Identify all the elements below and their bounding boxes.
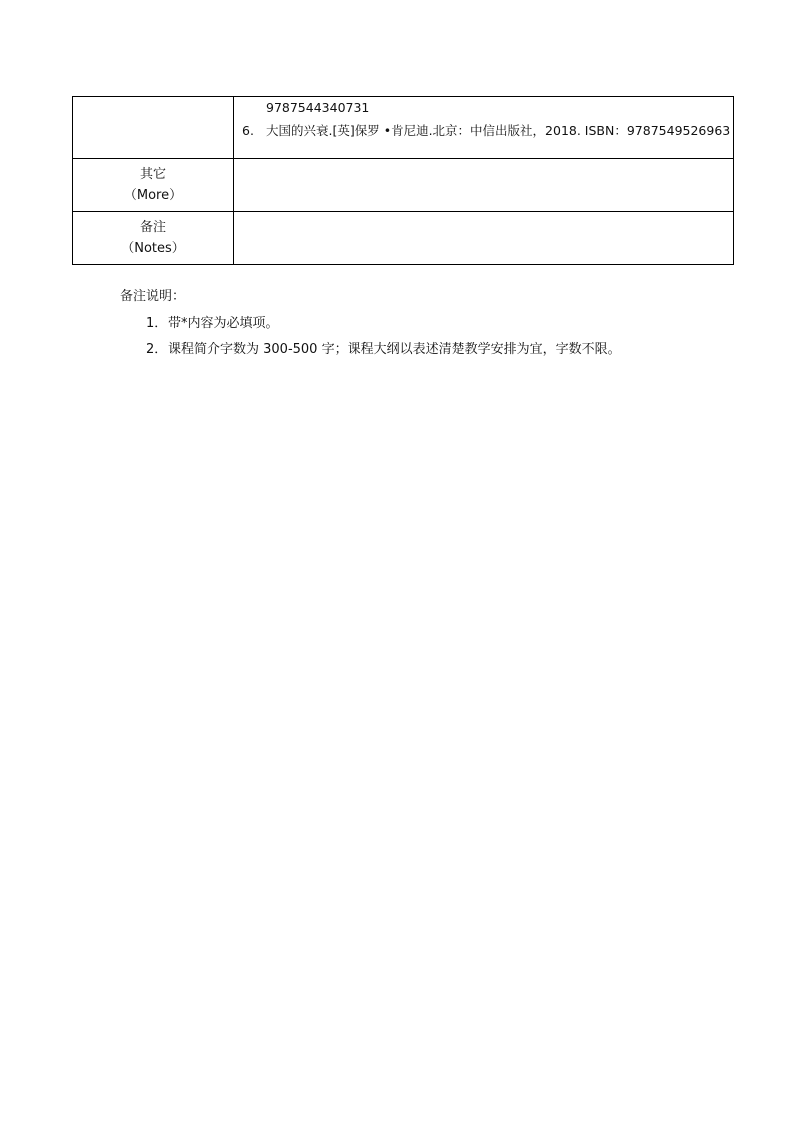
remark-item-2-text: 课程简介字数为 300-500 字；课程大纲以表述清楚教学安排为宜，字数不限。 [168,342,621,357]
course-info-table [72,96,734,265]
reference-item-6-number: 6. [242,123,254,138]
references-content-cell [234,97,734,159]
remark-item-2 [146,341,621,359]
table-row-notes [73,212,734,265]
more-label-en: （More） [123,188,183,203]
table-row-more [73,159,734,212]
notes-label-cell [73,212,234,265]
notes-label-cn: 备注 [139,220,166,235]
more-value-cell [234,159,734,212]
notes-value-cell [234,212,734,265]
remarks-section [120,288,621,357]
table-row-references [73,97,734,159]
notes-label-en: （Notes） [121,241,185,256]
remark-item-1 [146,315,279,333]
remark-item-1-number: 1． [146,316,168,331]
remark-item-1-text: 带*内容为必填项。 [168,316,279,331]
remark-item-2-number: 2． [146,342,168,357]
reference-item-6-text: 大国的兴衰.[英]保罗 •肯尼迪.北京：中信出版社，2018. ISBN：9787549526963 [266,123,731,138]
remarks-title: 备注说明： [120,289,186,304]
more-label-cell [73,159,234,212]
reference-prev-isbn: 9787544340731 [266,100,370,115]
references-label-cell [73,97,234,159]
reference-item-6 [242,121,730,139]
more-label-cn: 其它 [139,167,166,182]
